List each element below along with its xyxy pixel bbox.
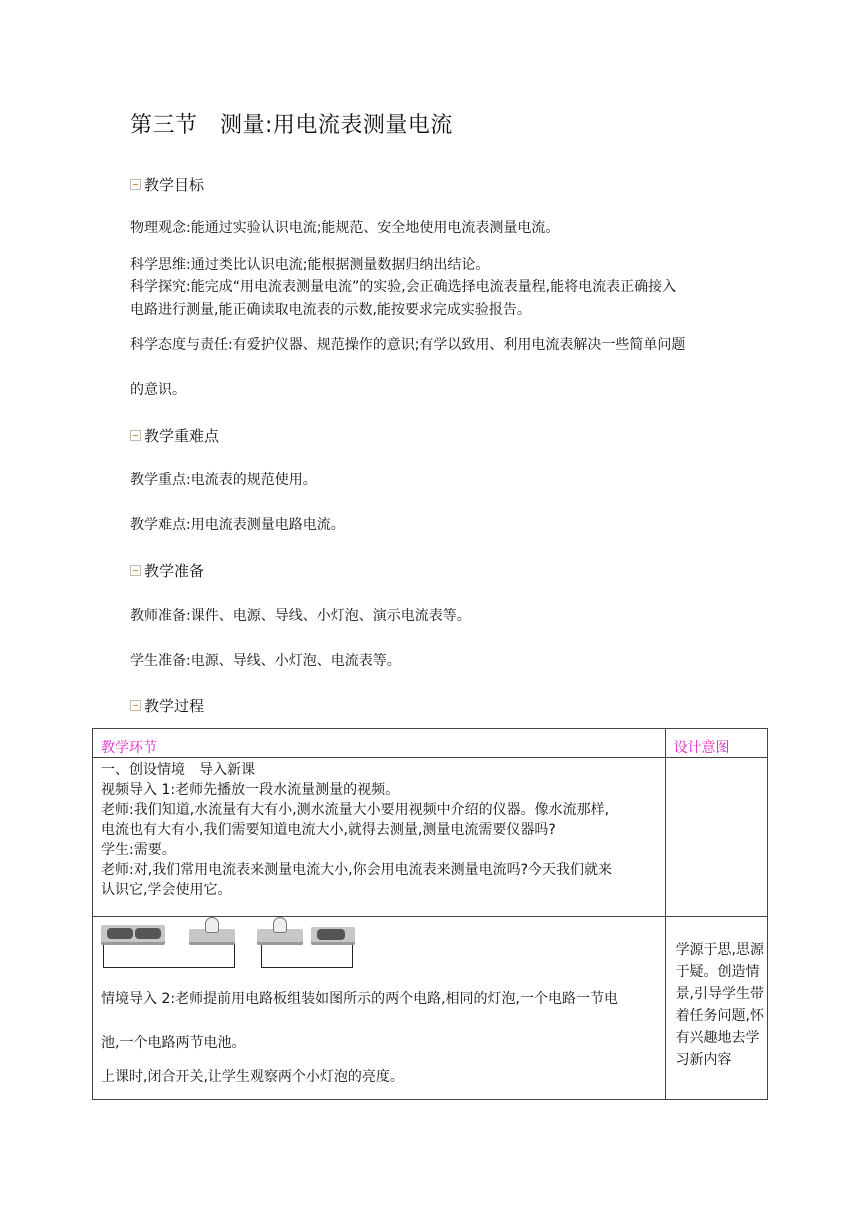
section-image-icon — [130, 430, 141, 441]
battery-icon — [135, 928, 161, 939]
goal-thinking: 科学思维:通过类比认识电流;能根据测量数据归纳出结论。 — [130, 257, 490, 273]
header-stage — [93, 729, 666, 758]
row2-line: 池,一个电路两节电池。 — [101, 1035, 246, 1051]
row2-line: 情境导入 2:老师提前用电路板组装如图所示的两个电路,相同的灯泡,一个电路一节电 — [101, 991, 618, 1007]
section-key-points-label: 教学重难点 — [144, 427, 220, 445]
goal-inquiry-line1: 科学探究:能完成“用电流表测量电流”的实验,会正确选择电流表量程,能将电流表正确接入 — [130, 279, 677, 295]
section-goals-label: 教学目标 — [144, 176, 205, 194]
row1-line: 老师:对,我们常用电流表来测量电流大小,你会用电流表来测量电流吗?今天我们就来 — [101, 862, 613, 878]
prep-student: 学生准备:电源、导线、小灯泡、电流表等。 — [130, 653, 401, 669]
goal-inquiry-line2: 电路进行测量,能正确读取电流表的示数,能按要求完成实验报告。 — [130, 302, 531, 318]
table-row — [93, 917, 768, 1100]
stage-cell — [93, 758, 666, 917]
prep-teacher: 教师准备:课件、电源、导线、小灯泡、演示电流表等。 — [130, 608, 471, 624]
design-intent-text: 学源于思,思源于疑。创造情景,引导学生带着任务问题,怀有兴趣地去学习新内容 — [675, 942, 765, 1068]
key-focus: 教学重点:电流表的规范使用。 — [130, 472, 317, 488]
header-stage-label: 教学环节 — [101, 740, 157, 756]
process-table — [92, 728, 768, 1100]
row2-line: 上课时,闭合开关,让学生观察两个小灯泡的亮度。 — [101, 1069, 404, 1085]
table-row — [93, 758, 768, 917]
section-image-icon — [130, 700, 141, 711]
intent-cell — [665, 758, 767, 917]
table-header-row — [93, 729, 768, 758]
section-image-icon — [130, 179, 141, 190]
section-preparation-label: 教学准备 — [144, 562, 205, 580]
section-preparation — [130, 560, 204, 581]
row1-line: 认识它,学会使用它。 — [101, 882, 232, 898]
bulb-icon — [205, 917, 219, 933]
bulb-icon — [273, 917, 287, 933]
section-key-points — [130, 425, 219, 446]
section-process-label: 教学过程 — [144, 697, 205, 715]
stage-cell — [93, 917, 666, 1100]
circuit-illustration — [93, 917, 665, 979]
battery-icon — [107, 928, 133, 939]
header-intent — [665, 729, 767, 758]
goal-attitude-line2: 的意识。 — [130, 382, 186, 398]
goal-attitude-line1: 科学态度与责任:有爱护仪器、规范操作的意识;有学以致用、利用电流表解决一些简单问题 — [130, 337, 686, 353]
row1-line: 老师:我们知道,水流量有大有小,测水流量大小要用视频中介绍的仪器。像水流那样, — [101, 802, 610, 818]
section-process — [130, 695, 204, 716]
row1-line: 电流也有大有小,我们需要知道电流大小,就得去测量,测量电流需要仪器吗? — [101, 822, 556, 838]
page-title: 第三节 测量:用电流表测量电流 — [130, 113, 453, 138]
section-goals — [130, 174, 204, 195]
section-image-icon — [130, 565, 141, 576]
intent-cell — [665, 917, 767, 1100]
key-difficulty: 教学难点:用电流表测量电路电流。 — [130, 517, 345, 533]
goal-physics: 物理观念:能通过实验认识电流;能规范、安全地使用电流表测量电流。 — [130, 220, 560, 236]
battery-icon — [317, 929, 345, 940]
row1-line: 学生:需要。 — [101, 842, 176, 858]
row1-heading: 一、创设情境 导入新课 — [101, 762, 255, 778]
row1-line: 视频导入 1:老师先播放一段水流量测量的视频。 — [101, 782, 400, 798]
header-intent-label: 设计意图 — [673, 740, 730, 756]
